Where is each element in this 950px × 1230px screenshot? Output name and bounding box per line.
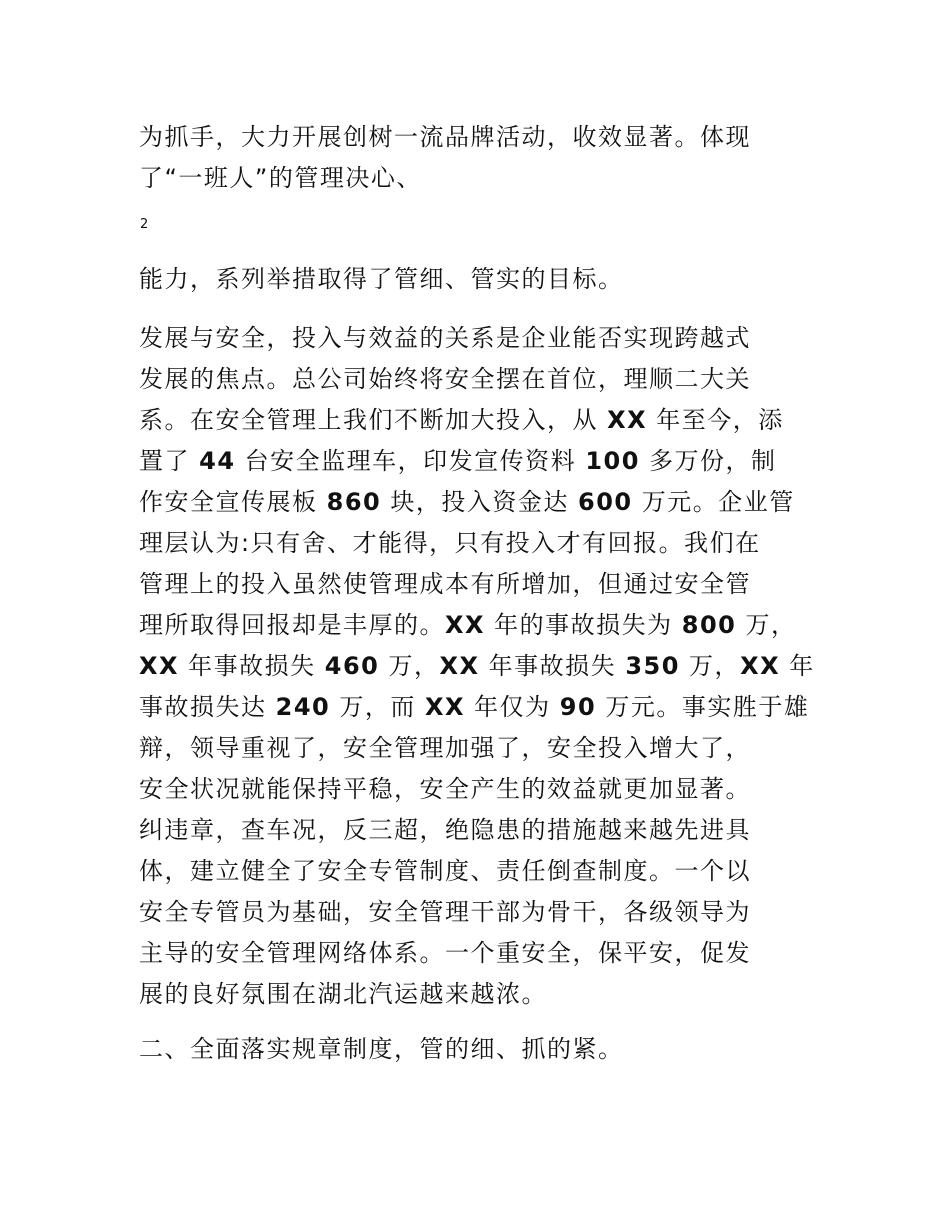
bold-figure: 90	[559, 693, 597, 721]
text-line	[139, 687, 819, 728]
text-run: 年事故损失	[179, 652, 325, 680]
bold-figure: XX	[445, 611, 486, 639]
text-line: 主导的安全管理网络体系。一个重安全，保平安，促发	[139, 939, 751, 967]
text-line: 二、全面落实规章制度，管的细、抓的紧。	[139, 1035, 624, 1063]
section-heading	[139, 1029, 819, 1070]
text-run: 作安全宣传展板	[139, 488, 327, 516]
text-line: 安全状况就能保持平稳，安全产生的效益就更加显著。	[139, 775, 751, 803]
paragraph-1	[139, 117, 819, 199]
text-line: 发展的焦点。总公司始终将安全摆在首位，理顺二大关	[139, 365, 751, 393]
bold-figure: 240	[275, 693, 331, 721]
text-line: 管理上的投入虽然使管理成本有所增加，但通过安全管	[139, 570, 751, 598]
bold-figure: XX	[425, 693, 466, 721]
text-run: 年的事故损失为	[485, 611, 682, 639]
page-number: 2	[140, 217, 149, 232]
text-run: 年仅为	[465, 693, 560, 721]
text-run: 万元。企业管	[632, 488, 795, 516]
text-line: 了“一班人”的管理决心、	[139, 164, 422, 192]
text-run: 块，投入资金达	[381, 488, 579, 516]
text-run: 万，	[679, 652, 741, 680]
text-run: 年至今，添	[647, 406, 784, 434]
bold-figure: 44	[199, 447, 236, 475]
text-run: 万元。事实胜于雄	[596, 693, 810, 721]
text-run: 事故损失达	[139, 693, 276, 721]
bold-figure: 100	[585, 447, 640, 475]
text-run: 置了	[139, 447, 200, 475]
text-line: 安全专管员为基础，安全管理干部为骨干，各级领导为	[139, 898, 751, 926]
bold-figure: 860	[326, 488, 382, 516]
text-line: 体，建立健全了安全专管制度、责任倒查制度。一个以	[139, 857, 751, 885]
bold-figure: 600	[578, 488, 633, 516]
text-run: 台安全监理车，印发宣传资料	[235, 447, 586, 475]
bold-figure: XX	[139, 652, 180, 680]
text-line	[139, 482, 819, 523]
text-line: 能力，系列举措取得了管细、管实的目标。	[139, 265, 624, 293]
bold-figure: XX	[439, 652, 480, 680]
bold-figure: XX	[607, 406, 648, 434]
text-run: 万，而	[330, 693, 426, 721]
text-line: 理层认为:只有舍、才能得，只有投入才有回报。我们在	[139, 529, 761, 557]
text-run: 理所取得回报却是丰厚的。	[139, 611, 445, 639]
text-line: 辩，领导重视了，安全管理加强了，安全投入增大了，	[139, 734, 751, 762]
bold-figure: 350	[625, 652, 680, 680]
text-line: 展的良好氛围在湖北汽运越来越浓。	[139, 980, 547, 1008]
bold-figure: 460	[324, 652, 380, 680]
text-line: 为抓手，大力开展创树一流品牌活动，收效显著。体现	[139, 123, 751, 151]
paragraph-2	[139, 259, 819, 300]
text-run: 万，	[379, 652, 440, 680]
text-run: 万，	[736, 611, 797, 639]
text-line	[139, 400, 819, 441]
text-run: 年事故损失	[479, 652, 626, 680]
text-line: 发展与安全，投入与效益的关系是企业能否实现跨越式	[139, 324, 751, 352]
text-run: 多万份，制	[639, 447, 777, 475]
text-line	[139, 441, 819, 482]
text-line: 纠违章，查车况，反三超，绝隐患的措施越来越先进具	[139, 816, 751, 844]
bold-figure: 800	[681, 611, 737, 639]
bold-figure: XX	[740, 652, 781, 680]
text-run: 系。在安全管理上我们不断加大投入，从	[139, 406, 608, 434]
text-line	[139, 605, 819, 646]
paragraph-3	[139, 318, 819, 1015]
text-line	[139, 646, 819, 687]
text-run: 年	[780, 652, 815, 680]
